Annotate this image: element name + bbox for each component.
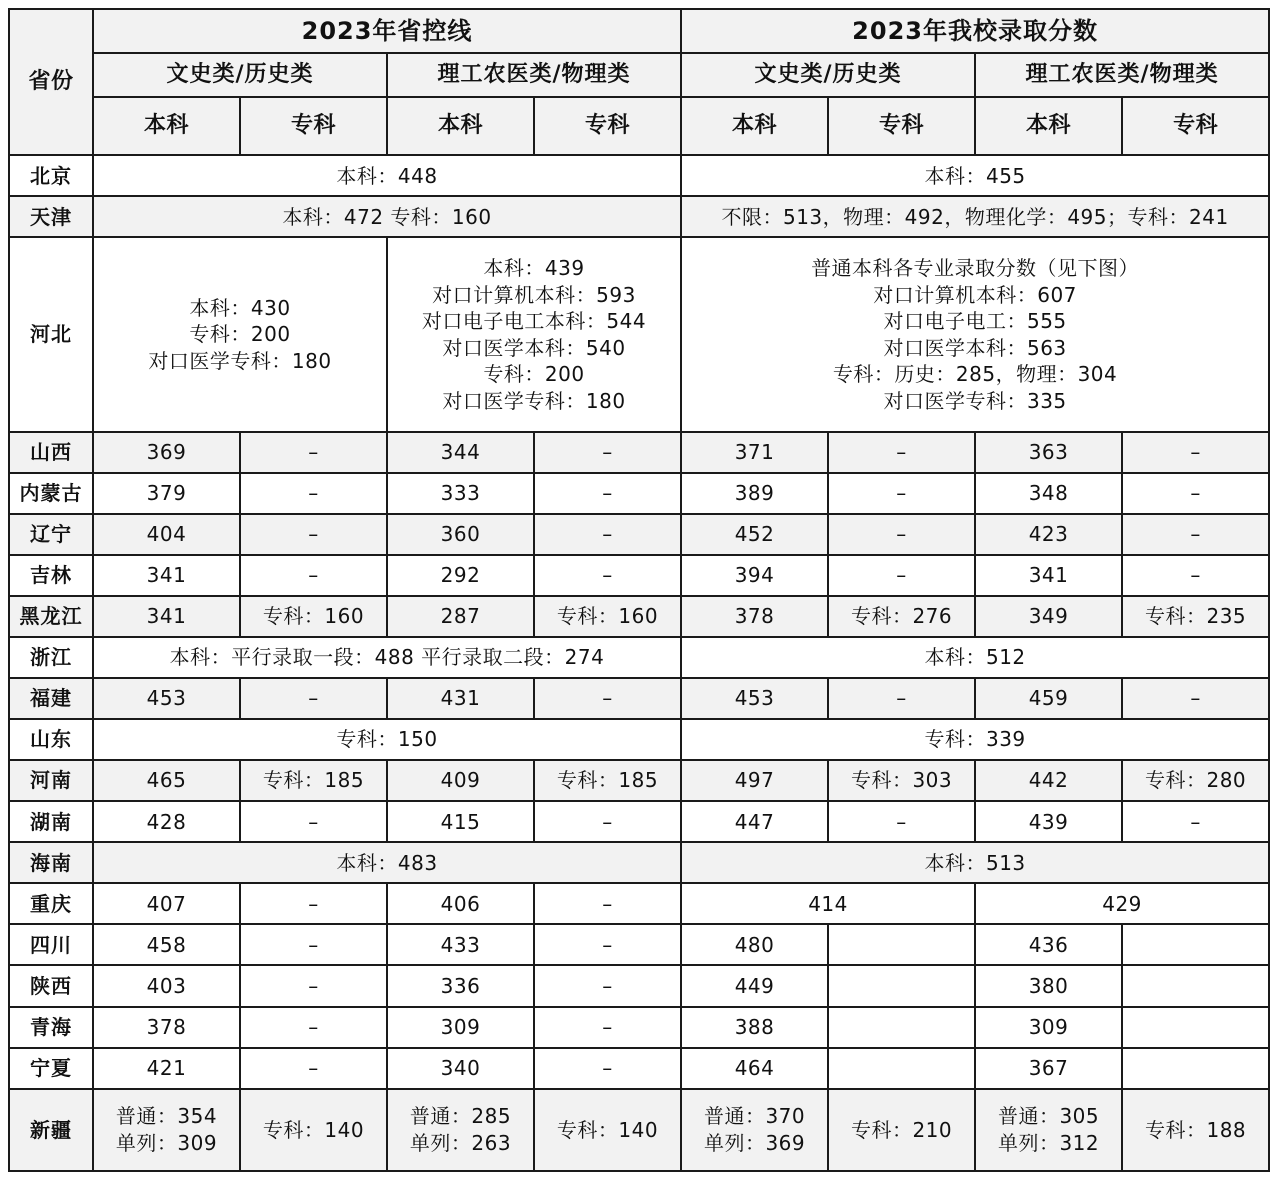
value-cell: 349 xyxy=(975,596,1122,637)
table-row xyxy=(9,760,1269,801)
value-cell: 348 xyxy=(975,473,1122,514)
value-cell: – xyxy=(240,1007,387,1048)
table-row xyxy=(9,1048,1269,1089)
table-row xyxy=(9,596,1269,637)
value-cell: 406 xyxy=(387,883,534,924)
province-name: 吉林 xyxy=(9,555,93,596)
value-cell: 专科：235 xyxy=(1122,596,1269,637)
col-header-junior: 专科 xyxy=(240,97,387,155)
value-cell: – xyxy=(240,432,387,473)
value-cell: 442 xyxy=(975,760,1122,801)
value-cell: 专科：210 xyxy=(828,1089,975,1171)
school-liberal-value: 414 xyxy=(681,883,975,924)
school-science-header: 理工农医类/物理类 xyxy=(975,53,1269,97)
value-cell xyxy=(1122,924,1269,965)
school-science-value: 429 xyxy=(975,883,1269,924)
table-row xyxy=(9,842,1269,883)
value-cell: 309 xyxy=(975,1007,1122,1048)
value-cell: 428 xyxy=(93,801,240,842)
col-header-junior: 专科 xyxy=(1122,97,1269,155)
value-cell: 404 xyxy=(93,514,240,555)
value-cell: – xyxy=(534,924,681,965)
province-name: 河南 xyxy=(9,760,93,801)
text-line: 单列：309 xyxy=(115,1130,218,1155)
text-line: 对口计算机本科：607 xyxy=(873,282,1077,307)
table-row xyxy=(9,719,1269,760)
table-row xyxy=(9,924,1269,965)
value-cell xyxy=(1122,965,1269,1006)
school-score-header: 2023年我校录取分数 xyxy=(681,9,1269,53)
col-header-undergrad: 本科 xyxy=(681,97,828,155)
province-name: 海南 xyxy=(9,842,93,883)
province-name: 新疆 xyxy=(9,1089,93,1171)
value-cell: 388 xyxy=(681,1007,828,1048)
value-cell: 436 xyxy=(975,924,1122,965)
value-cell: 专科：280 xyxy=(1122,760,1269,801)
text-line: 对口医学专科：180 xyxy=(442,388,626,413)
value-cell: 专科：185 xyxy=(534,760,681,801)
table-row xyxy=(9,1007,1269,1048)
value-cell xyxy=(828,1048,975,1089)
text-line: 本科：439 xyxy=(483,256,585,280)
value-cell xyxy=(828,965,975,1006)
text-line: 普通本科各专业录取分数（见下图） xyxy=(811,256,1140,280)
text-line: 本科：430 xyxy=(189,295,291,320)
school-value xyxy=(681,237,1269,431)
value-cell: – xyxy=(240,514,387,555)
value-cell: 409 xyxy=(387,760,534,801)
school-value: 本科：512 xyxy=(681,637,1269,678)
value-cell: 287 xyxy=(387,596,534,637)
value-cell: 367 xyxy=(975,1048,1122,1089)
value-cell: 341 xyxy=(93,555,240,596)
value-cell xyxy=(975,1089,1122,1171)
table-row xyxy=(9,965,1269,1006)
value-cell: – xyxy=(240,473,387,514)
value-cell: 309 xyxy=(387,1007,534,1048)
value-cell: – xyxy=(534,883,681,924)
text-line: 对口计算机本科：593 xyxy=(432,282,636,307)
control-science-value xyxy=(387,237,681,431)
value-cell: – xyxy=(534,965,681,1006)
value-cell: 344 xyxy=(387,432,534,473)
value-cell: 421 xyxy=(93,1048,240,1089)
value-cell: 专科：303 xyxy=(828,760,975,801)
value-cell: 292 xyxy=(387,555,534,596)
value-cell: 380 xyxy=(975,965,1122,1006)
text-line: 普通：285 xyxy=(409,1104,512,1129)
province-name: 山西 xyxy=(9,432,93,473)
value-cell: 专科：188 xyxy=(1122,1089,1269,1171)
value-cell: 专科：160 xyxy=(240,596,387,637)
province-name: 陕西 xyxy=(9,965,93,1006)
value-cell: – xyxy=(828,555,975,596)
text-line: 对口电子电工本科：544 xyxy=(421,309,647,333)
province-name: 宁夏 xyxy=(9,1048,93,1089)
value-cell: 360 xyxy=(387,514,534,555)
value-cell: 449 xyxy=(681,965,828,1006)
province-name: 浙江 xyxy=(9,637,93,678)
province-name: 四川 xyxy=(9,924,93,965)
control-value: 本科：483 xyxy=(93,842,681,883)
table-row xyxy=(9,473,1269,514)
value-cell xyxy=(828,1007,975,1048)
value-cell: – xyxy=(240,924,387,965)
value-cell: – xyxy=(1122,555,1269,596)
value-cell: 423 xyxy=(975,514,1122,555)
value-cell: 403 xyxy=(93,965,240,1006)
text-line: 专科：历史：285，物理：304 xyxy=(832,362,1118,386)
value-cell: 专科：276 xyxy=(828,596,975,637)
province-name: 青海 xyxy=(9,1007,93,1048)
text-line: 对口医学本科：540 xyxy=(442,335,626,360)
value-cell: 341 xyxy=(93,596,240,637)
value-cell: 336 xyxy=(387,965,534,1006)
value-cell: 407 xyxy=(93,883,240,924)
table-row xyxy=(9,196,1269,237)
control-value: 本科：448 xyxy=(93,155,681,196)
value-cell: 431 xyxy=(387,678,534,719)
text-line: 普通：370 xyxy=(703,1104,806,1129)
value-cell: 447 xyxy=(681,801,828,842)
table-row xyxy=(9,883,1269,924)
value-cell: 371 xyxy=(681,432,828,473)
value-cell: 464 xyxy=(681,1048,828,1089)
value-cell: – xyxy=(1122,678,1269,719)
text-line: 单列：369 xyxy=(703,1130,806,1155)
value-cell: 专科：140 xyxy=(240,1089,387,1171)
province-header: 省份 xyxy=(9,9,93,155)
value-cell: 480 xyxy=(681,924,828,965)
control-science-header: 理工农医类/物理类 xyxy=(387,53,681,97)
value-cell xyxy=(1122,1007,1269,1048)
province-name: 北京 xyxy=(9,155,93,196)
province-name: 辽宁 xyxy=(9,514,93,555)
value-cell: 专科：185 xyxy=(240,760,387,801)
value-cell: 497 xyxy=(681,760,828,801)
value-cell: – xyxy=(240,1048,387,1089)
value-cell: – xyxy=(1122,801,1269,842)
value-cell: 341 xyxy=(975,555,1122,596)
text-line: 单列：263 xyxy=(409,1130,512,1155)
value-cell: 378 xyxy=(681,596,828,637)
value-cell: – xyxy=(534,678,681,719)
col-header-undergrad: 本科 xyxy=(387,97,534,155)
table-row xyxy=(9,801,1269,842)
table-row xyxy=(9,678,1269,719)
value-cell xyxy=(828,924,975,965)
school-value: 本科：513 xyxy=(681,842,1269,883)
text-line: 对口医学专科：180 xyxy=(148,348,332,373)
value-cell: 专科：140 xyxy=(534,1089,681,1171)
text-line: 普通：354 xyxy=(115,1104,218,1129)
value-cell: 363 xyxy=(975,432,1122,473)
value-cell: 389 xyxy=(681,473,828,514)
province-name: 重庆 xyxy=(9,883,93,924)
value-cell: 453 xyxy=(681,678,828,719)
table-row xyxy=(9,237,1269,431)
table-row xyxy=(9,555,1269,596)
table-row xyxy=(9,155,1269,196)
value-cell: – xyxy=(240,965,387,1006)
table-row xyxy=(9,432,1269,473)
value-cell: 379 xyxy=(93,473,240,514)
value-cell: – xyxy=(828,432,975,473)
school-value: 不限：513，物理：492，物理化学：495；专科：241 xyxy=(681,196,1269,237)
control-value: 本科：472 专科：160 xyxy=(93,196,681,237)
province-name: 河北 xyxy=(9,237,93,431)
value-cell: – xyxy=(828,678,975,719)
control-liberal-header: 文史类/历史类 xyxy=(93,53,387,97)
table-row xyxy=(9,1089,1269,1171)
table-row xyxy=(9,637,1269,678)
value-cell: – xyxy=(534,1007,681,1048)
value-cell: – xyxy=(240,678,387,719)
value-cell: – xyxy=(534,1048,681,1089)
value-cell: 369 xyxy=(93,432,240,473)
value-cell: 458 xyxy=(93,924,240,965)
value-cell: – xyxy=(534,473,681,514)
province-name: 山东 xyxy=(9,719,93,760)
value-cell: – xyxy=(1122,514,1269,555)
control-value: 本科：平行录取一段：488 平行录取二段：274 xyxy=(93,637,681,678)
province-name: 湖南 xyxy=(9,801,93,842)
school-value: 专科：339 xyxy=(681,719,1269,760)
col-header-undergrad: 本科 xyxy=(93,97,240,155)
col-header-undergrad: 本科 xyxy=(975,97,1122,155)
value-cell xyxy=(93,1089,240,1171)
value-cell: – xyxy=(828,514,975,555)
province-name: 天津 xyxy=(9,196,93,237)
value-cell xyxy=(1122,1048,1269,1089)
value-cell: 专科：160 xyxy=(534,596,681,637)
value-cell xyxy=(387,1089,534,1171)
text-line: 专科：200 xyxy=(483,362,585,386)
text-line: 专科：200 xyxy=(189,322,291,347)
value-cell: – xyxy=(240,883,387,924)
text-line: 单列：312 xyxy=(997,1130,1100,1155)
value-cell: – xyxy=(240,801,387,842)
value-cell: 439 xyxy=(975,801,1122,842)
value-cell: 465 xyxy=(93,760,240,801)
control-liberal-value xyxy=(93,237,387,431)
value-cell: – xyxy=(534,555,681,596)
admission-score-table xyxy=(8,8,1270,1172)
value-cell: 340 xyxy=(387,1048,534,1089)
value-cell: – xyxy=(534,514,681,555)
value-cell: – xyxy=(534,801,681,842)
school-liberal-header: 文史类/历史类 xyxy=(681,53,975,97)
province-name: 内蒙古 xyxy=(9,473,93,514)
value-cell: 453 xyxy=(93,678,240,719)
value-cell: – xyxy=(534,432,681,473)
text-line: 对口医学本科：563 xyxy=(883,335,1067,360)
value-cell: 394 xyxy=(681,555,828,596)
school-value: 本科：455 xyxy=(681,155,1269,196)
value-cell: 378 xyxy=(93,1007,240,1048)
control-line-header: 2023年省控线 xyxy=(93,9,681,53)
value-cell: – xyxy=(240,555,387,596)
value-cell: 452 xyxy=(681,514,828,555)
value-cell: – xyxy=(1122,473,1269,514)
value-cell: 433 xyxy=(387,924,534,965)
col-header-junior: 专科 xyxy=(828,97,975,155)
value-cell: – xyxy=(828,801,975,842)
value-cell: 415 xyxy=(387,801,534,842)
text-line: 对口医学专科：335 xyxy=(883,388,1067,413)
text-line: 对口电子电工：555 xyxy=(883,309,1067,333)
control-value: 专科：150 xyxy=(93,719,681,760)
province-name: 黑龙江 xyxy=(9,596,93,637)
value-cell: – xyxy=(1122,432,1269,473)
value-cell: – xyxy=(828,473,975,514)
value-cell: 459 xyxy=(975,678,1122,719)
text-line: 普通：305 xyxy=(997,1104,1100,1129)
table-row xyxy=(9,514,1269,555)
value-cell: 333 xyxy=(387,473,534,514)
value-cell xyxy=(681,1089,828,1171)
province-name: 福建 xyxy=(9,678,93,719)
col-header-junior: 专科 xyxy=(534,97,681,155)
